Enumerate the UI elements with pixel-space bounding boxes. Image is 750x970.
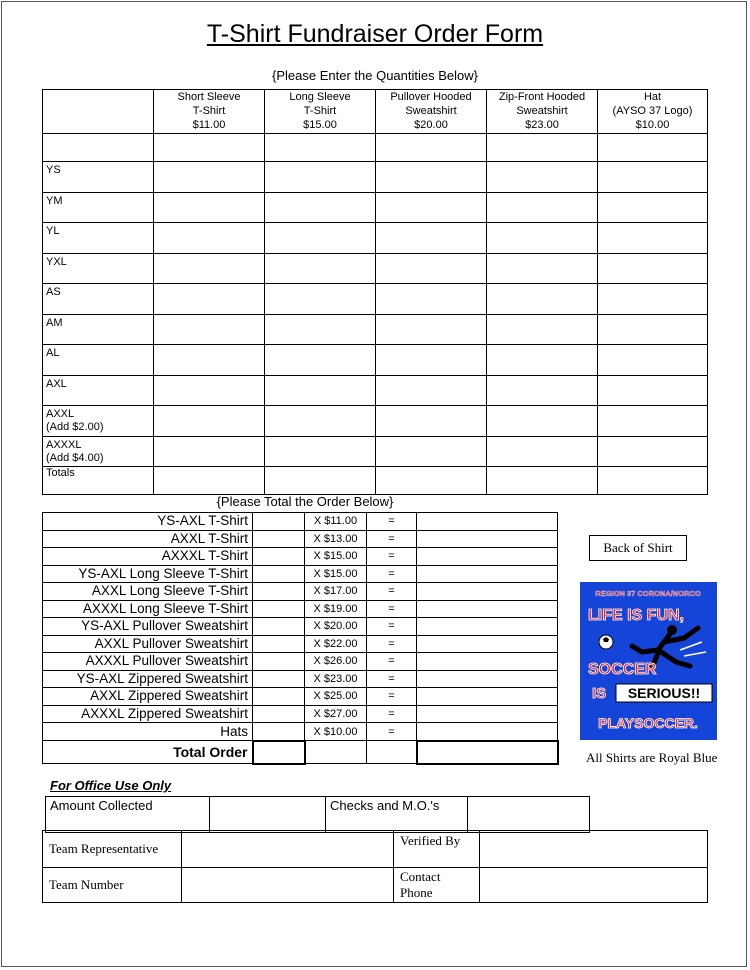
image-serious-text: SERIOUS!!: [627, 685, 701, 701]
quantity-cell[interactable]: [265, 406, 376, 437]
order-subtotal-field[interactable]: [417, 565, 558, 583]
order-item-label: YS-AXL Long Sleeve T-Shirt: [43, 565, 253, 583]
order-unit-price: X $26.00: [305, 653, 367, 671]
equals-sign: =: [367, 513, 417, 531]
total-order-label: Total Order: [43, 741, 253, 764]
order-item-row: [43, 723, 558, 741]
order-quantity-field[interactable]: [253, 600, 305, 618]
size-label: AS: [43, 284, 154, 315]
order-item-label: AXXXL Zippered Sweatshirt: [43, 705, 253, 723]
order-item-row: [43, 513, 558, 531]
quantity-cell[interactable]: [376, 223, 487, 254]
back-of-shirt-label: Back of Shirt: [589, 535, 687, 561]
order-quantity-field[interactable]: [253, 530, 305, 548]
quantity-cell[interactable]: [154, 223, 265, 254]
quantity-cell[interactable]: [154, 253, 265, 284]
column-header: Long Sleeve T-Shirt $15.00: [265, 90, 376, 134]
quantity-cell[interactable]: [487, 284, 598, 315]
order-item-row: [43, 618, 558, 636]
order-quantity-field[interactable]: [253, 670, 305, 688]
order-total-table: [42, 512, 559, 765]
order-unit-price: X $13.00: [305, 530, 367, 548]
quantity-cell[interactable]: [154, 162, 265, 193]
order-subtotal-field[interactable]: [417, 635, 558, 653]
quantity-cell[interactable]: [598, 253, 708, 284]
quantity-cell[interactable]: [376, 162, 487, 193]
order-unit-price: X $15.00: [305, 548, 367, 566]
column-header: Pullover Hooded Sweatshirt $20.00: [376, 90, 487, 134]
order-subtotal-field[interactable]: [417, 618, 558, 636]
order-item-row: [43, 705, 558, 723]
order-item-row: [43, 530, 558, 548]
blank-row: [43, 134, 708, 162]
order-quantity-field[interactable]: [253, 688, 305, 706]
team-rep-label: Team Representative: [43, 831, 182, 868]
order-quantity-field[interactable]: [253, 618, 305, 636]
quantity-cell[interactable]: [265, 436, 376, 467]
image-soccer-text: SOCCER: [588, 661, 657, 678]
order-unit-price: X $20.00: [305, 618, 367, 636]
quantity-cell[interactable]: [376, 284, 487, 315]
quantity-cell[interactable]: [376, 375, 487, 406]
order-item-label: YS-AXL Zippered Sweatshirt: [43, 670, 253, 688]
order-unit-price: X $27.00: [305, 705, 367, 723]
equals-sign: =: [367, 530, 417, 548]
header-blank-cell: [43, 90, 154, 134]
quantity-cell[interactable]: [487, 375, 598, 406]
order-subtotal-field[interactable]: [417, 583, 558, 601]
column-header: Hat (AYSO 37 Logo) $10.00: [598, 90, 708, 134]
totals-row: [43, 467, 708, 495]
equals-sign: =: [367, 688, 417, 706]
total-cell[interactable]: [154, 467, 265, 495]
quantities-header-row: [43, 90, 708, 134]
order-item-label: AXXXL T-Shirt: [43, 548, 253, 566]
order-quantity-field[interactable]: [253, 705, 305, 723]
contact-phone-field[interactable]: [480, 868, 708, 903]
quantity-cell[interactable]: [487, 406, 598, 437]
order-quantity-field[interactable]: [253, 548, 305, 566]
order-item-label: AXXXL Long Sleeve T-Shirt: [43, 600, 253, 618]
order-unit-price: X $19.00: [305, 600, 367, 618]
equals-sign: =: [367, 705, 417, 723]
image-playsoccer-text: PLAYSOCCER.: [598, 715, 698, 731]
order-subtotal-field[interactable]: [417, 723, 558, 741]
quantity-cell[interactable]: [598, 436, 708, 467]
order-unit-price: X $22.00: [305, 635, 367, 653]
order-item-row: [43, 653, 558, 671]
equals-sign: =: [367, 618, 417, 636]
totals-label: Totals: [43, 467, 154, 495]
order-item-row: [43, 583, 558, 601]
quantity-cell[interactable]: [154, 345, 265, 376]
order-item-label: AXXL Zippered Sweatshirt: [43, 688, 253, 706]
size-label: YXL: [43, 253, 154, 284]
quantity-cell[interactable]: [598, 406, 708, 437]
order-subtotal-field[interactable]: [417, 653, 558, 671]
total-cell[interactable]: [598, 467, 708, 495]
quantity-cell[interactable]: [598, 162, 708, 193]
quantity-cell[interactable]: [154, 406, 265, 437]
order-unit-price: X $23.00: [305, 670, 367, 688]
order-item-label: AXXL Long Sleeve T-Shirt: [43, 583, 253, 601]
quantity-cell[interactable]: [376, 406, 487, 437]
equals-sign: =: [367, 653, 417, 671]
order-item-row: [43, 635, 558, 653]
verified-by-label: Verified By: [394, 831, 480, 868]
order-subtotal-field[interactable]: [417, 548, 558, 566]
quantity-cell[interactable]: [598, 223, 708, 254]
order-subtotal-field[interactable]: [417, 670, 558, 688]
shirt-color-caption: All Shirts are Royal Blue: [586, 750, 718, 765]
order-subtotal-field[interactable]: [417, 530, 558, 548]
equals-sign: =: [367, 600, 417, 618]
quantity-cell[interactable]: [154, 314, 265, 345]
quantity-cell[interactable]: [154, 436, 265, 467]
order-quantity-field[interactable]: [253, 565, 305, 583]
office-table-top: [45, 796, 590, 833]
quantity-cell[interactable]: [598, 192, 708, 223]
size-row: [43, 406, 708, 437]
equals-sign: =: [367, 723, 417, 741]
quantity-cell[interactable]: [487, 314, 598, 345]
order-subtotal-field[interactable]: [417, 705, 558, 723]
shirt-design-image: [580, 582, 717, 740]
amount-collected-field[interactable]: [210, 797, 326, 833]
quantity-cell[interactable]: [487, 253, 598, 284]
order-instruction: {Please Total the Order Below}: [216, 494, 394, 509]
order-unit-price: X $25.00: [305, 688, 367, 706]
amount-collected-label: Amount Collected: [46, 797, 210, 833]
size-row: [43, 253, 708, 284]
order-item-label: YS-AXL T-Shirt: [43, 513, 253, 531]
quantity-cell[interactable]: [265, 134, 376, 162]
equals-sign: =: [367, 548, 417, 566]
quantity-cell[interactable]: [265, 192, 376, 223]
quantities-instruction: {Please Enter the Quantities Below}: [272, 68, 478, 83]
verified-by-field[interactable]: [480, 831, 708, 868]
quantity-cell[interactable]: [154, 192, 265, 223]
quantity-cell[interactable]: [598, 375, 708, 406]
quantity-cell[interactable]: [376, 253, 487, 284]
order-unit-price: X $11.00: [305, 513, 367, 531]
quantity-cell[interactable]: [487, 192, 598, 223]
team-rep-field[interactable]: [182, 831, 394, 868]
equals-sign: =: [367, 670, 417, 688]
quantity-cell[interactable]: [376, 436, 487, 467]
order-subtotal-field[interactable]: [417, 688, 558, 706]
order-item-label: AXXL Pullover Sweatshirt: [43, 635, 253, 653]
quantity-cell[interactable]: [376, 192, 487, 223]
size-label: AXL: [43, 375, 154, 406]
order-item-label: AXXXL Pullover Sweatshirt: [43, 653, 253, 671]
quantity-cell[interactable]: [265, 284, 376, 315]
size-label: YM: [43, 192, 154, 223]
quantities-table: [42, 89, 708, 495]
order-item-row: [43, 548, 558, 566]
equals-sign: =: [367, 565, 417, 583]
contact-phone-label: Contact Phone: [394, 868, 480, 903]
size-row: [43, 192, 708, 223]
quantity-cell[interactable]: [598, 284, 708, 315]
image-is-text: IS: [592, 685, 607, 702]
quantity-cell[interactable]: [265, 253, 376, 284]
total-cell[interactable]: [376, 467, 487, 495]
team-number-field[interactable]: [182, 868, 394, 903]
page-title: T-Shirt Fundraiser Order Form: [206, 20, 544, 48]
size-row: [43, 162, 708, 193]
total-cell[interactable]: [265, 467, 376, 495]
quantity-cell[interactable]: [154, 134, 265, 162]
quantity-cell[interactable]: [265, 345, 376, 376]
equals-sign: =: [367, 635, 417, 653]
quantity-cell[interactable]: [598, 314, 708, 345]
order-item-row: [43, 600, 558, 618]
size-label: AL: [43, 345, 154, 376]
order-quantity-field[interactable]: [253, 635, 305, 653]
quantity-cell[interactable]: [265, 223, 376, 254]
size-label: AXXL (Add $2.00): [43, 406, 154, 437]
total-cell[interactable]: [487, 467, 598, 495]
order-item-row: [43, 688, 558, 706]
order-item-label: AXXL T-Shirt: [43, 530, 253, 548]
quantity-cell[interactable]: [265, 314, 376, 345]
image-life-text: LIFE IS FUN,: [588, 607, 684, 624]
order-quantity-field[interactable]: [253, 653, 305, 671]
size-label: AM: [43, 314, 154, 345]
checks-label: Checks and M.O.'s: [326, 797, 468, 833]
order-quantity-field[interactable]: [253, 513, 305, 531]
order-subtotal-field[interactable]: [417, 513, 558, 531]
equals-sign: =: [367, 583, 417, 601]
total-amount-box[interactable]: [417, 741, 558, 764]
team-number-label: Team Number: [43, 868, 182, 903]
order-subtotal-field[interactable]: [417, 600, 558, 618]
order-item-label: Hats: [43, 723, 253, 741]
order-item-row: [43, 565, 558, 583]
image-region-text: REGION 37 CORONA/NORCO: [595, 589, 701, 598]
quantity-cell[interactable]: [487, 345, 598, 376]
quantity-cell[interactable]: [154, 284, 265, 315]
column-header: Short Sleeve T-Shirt $11.00: [154, 90, 265, 134]
column-header: Zip-Front Hooded Sweatshirt $23.00: [487, 90, 598, 134]
quantity-cell[interactable]: [265, 162, 376, 193]
quantity-cell[interactable]: [376, 314, 487, 345]
size-label: YS: [43, 162, 154, 193]
size-row: [43, 223, 708, 254]
order-quantity-field[interactable]: [253, 583, 305, 601]
size-label: YL: [43, 223, 154, 254]
quantity-cell[interactable]: [487, 162, 598, 193]
total-order-row: [43, 741, 558, 764]
order-item-row: [43, 670, 558, 688]
size-row: [43, 314, 708, 345]
size-row: [43, 345, 708, 376]
size-row: [43, 436, 708, 467]
order-quantity-field[interactable]: [253, 723, 305, 741]
size-label: AXXXL (Add $4.00): [43, 436, 154, 467]
size-row: [43, 375, 708, 406]
quantity-cell[interactable]: [598, 345, 708, 376]
total-quantity-box[interactable]: [253, 741, 305, 764]
checks-field[interactable]: [468, 797, 590, 833]
size-row: [43, 284, 708, 315]
quantity-cell[interactable]: [376, 345, 487, 376]
office-use-title: For Office Use Only: [50, 778, 172, 793]
quantity-cell[interactable]: [376, 134, 487, 162]
quantity-cell[interactable]: [265, 375, 376, 406]
quantity-cell[interactable]: [598, 134, 708, 162]
quantity-cell[interactable]: [154, 375, 265, 406]
order-unit-price: X $10.00: [305, 723, 367, 741]
quantity-cell[interactable]: [487, 134, 598, 162]
quantity-cell[interactable]: [487, 436, 598, 467]
order-item-label: YS-AXL Pullover Sweatshirt: [43, 618, 253, 636]
quantity-cell[interactable]: [487, 223, 598, 254]
office-table-bottom: [42, 830, 708, 903]
order-unit-price: X $17.00: [305, 583, 367, 601]
order-unit-price: X $15.00: [305, 565, 367, 583]
